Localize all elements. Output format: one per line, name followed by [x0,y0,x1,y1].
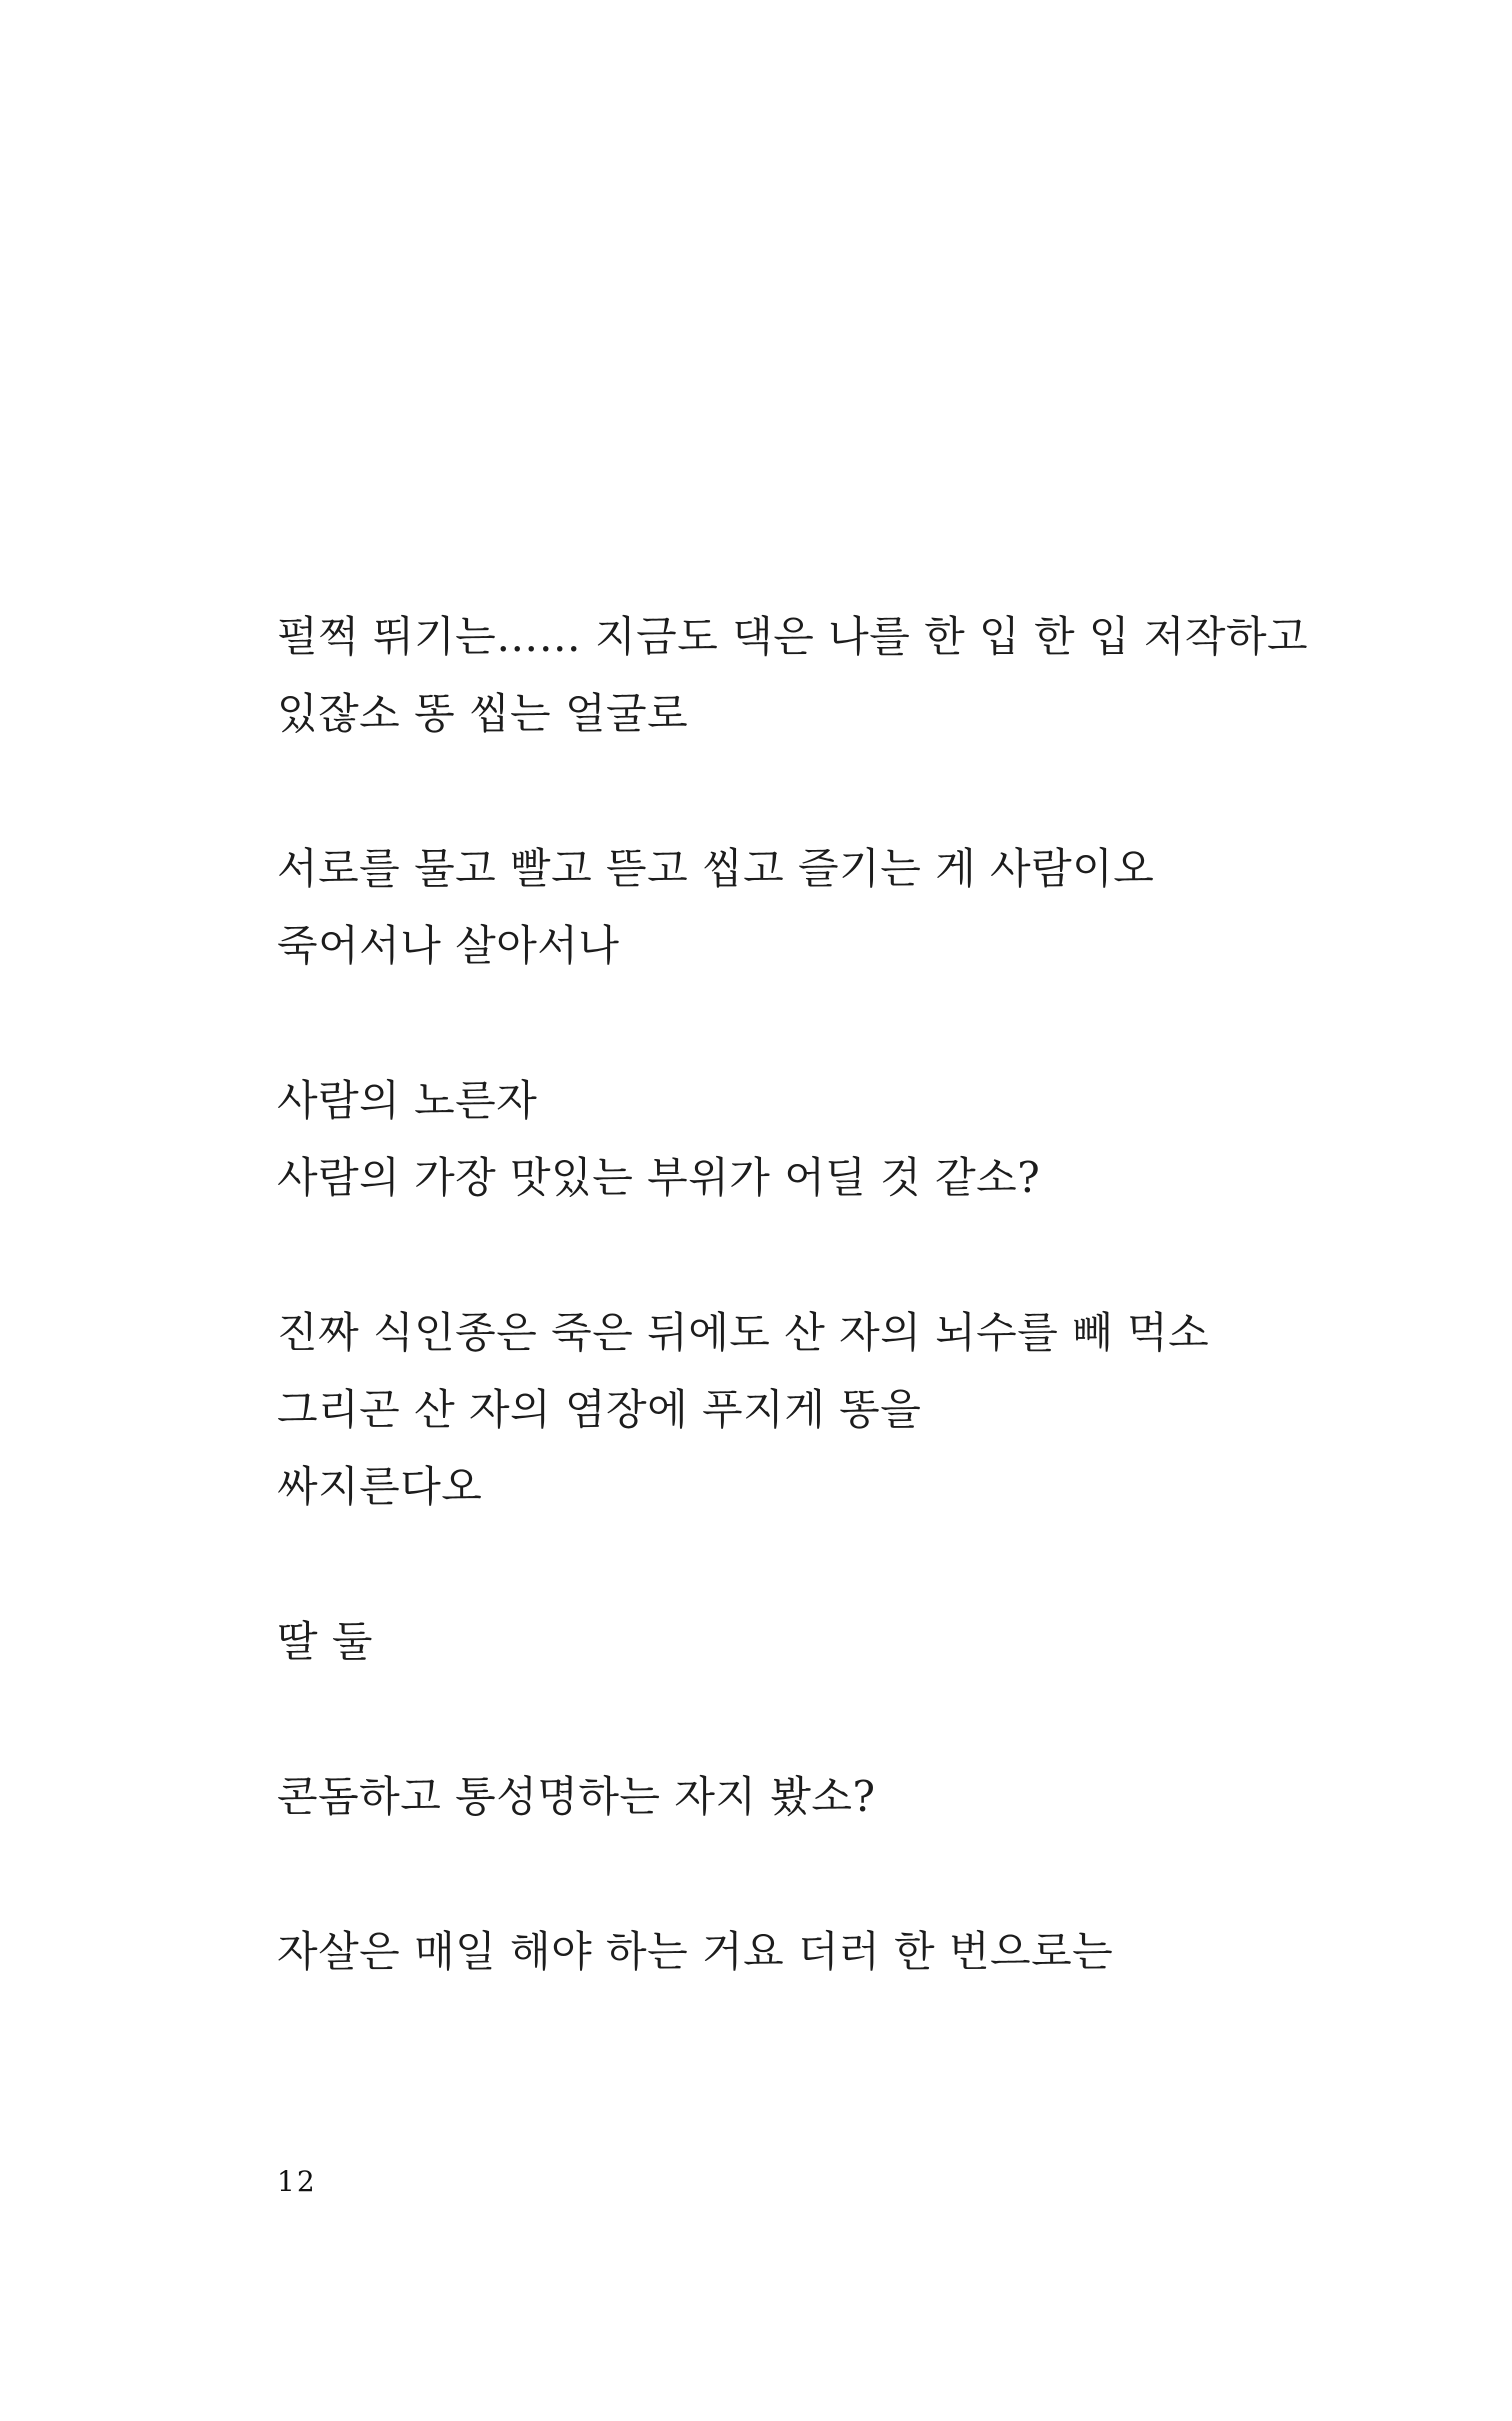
poem-line: 펄쩍 뛰기는…… 지금도 댁은 나를 한 입 한 입 저작하고 [277,612,1309,661]
stanza-7 [277,1913,1337,1990]
poem-line: 사람의 가장 맛있는 부위가 어딜 것 같소? [277,1153,1041,1202]
poem-line: 자살은 매일 해야 하는 거요 더러 한 번으로는 [277,1927,1114,1976]
stanza-1 [277,598,1337,752]
poem-line: 죽어서나 살아서나 [277,921,620,970]
poem-line: 진짜 식인종은 죽은 뒤에도 산 자의 뇌수를 빼 먹소 [277,1308,1210,1357]
poem-line: 사람의 노른자 [277,1076,538,1125]
page-number: 12 [277,2165,317,2198]
poem-line: 있잖소 똥 씹는 얼굴로 [277,689,689,738]
stanza-6 [277,1758,1337,1835]
poem-line: 그리곤 산 자의 염장에 푸지게 똥을 [277,1385,922,1434]
poem-line: 싸지른다오 [277,1462,483,1511]
stanza-4 [277,1294,1337,1525]
stanza-3 [277,1062,1337,1216]
stanza-5 [277,1603,1337,1680]
poem-line: 콘돔하고 통성명하는 자지 봤소? [277,1772,876,1821]
poem-line: 서로를 물고 빨고 뜯고 씹고 즐기는 게 사람이오 [277,844,1155,893]
stanza-2 [277,830,1337,984]
poem-body [277,598,1337,2068]
poem-line: 딸 둘 [277,1617,373,1666]
